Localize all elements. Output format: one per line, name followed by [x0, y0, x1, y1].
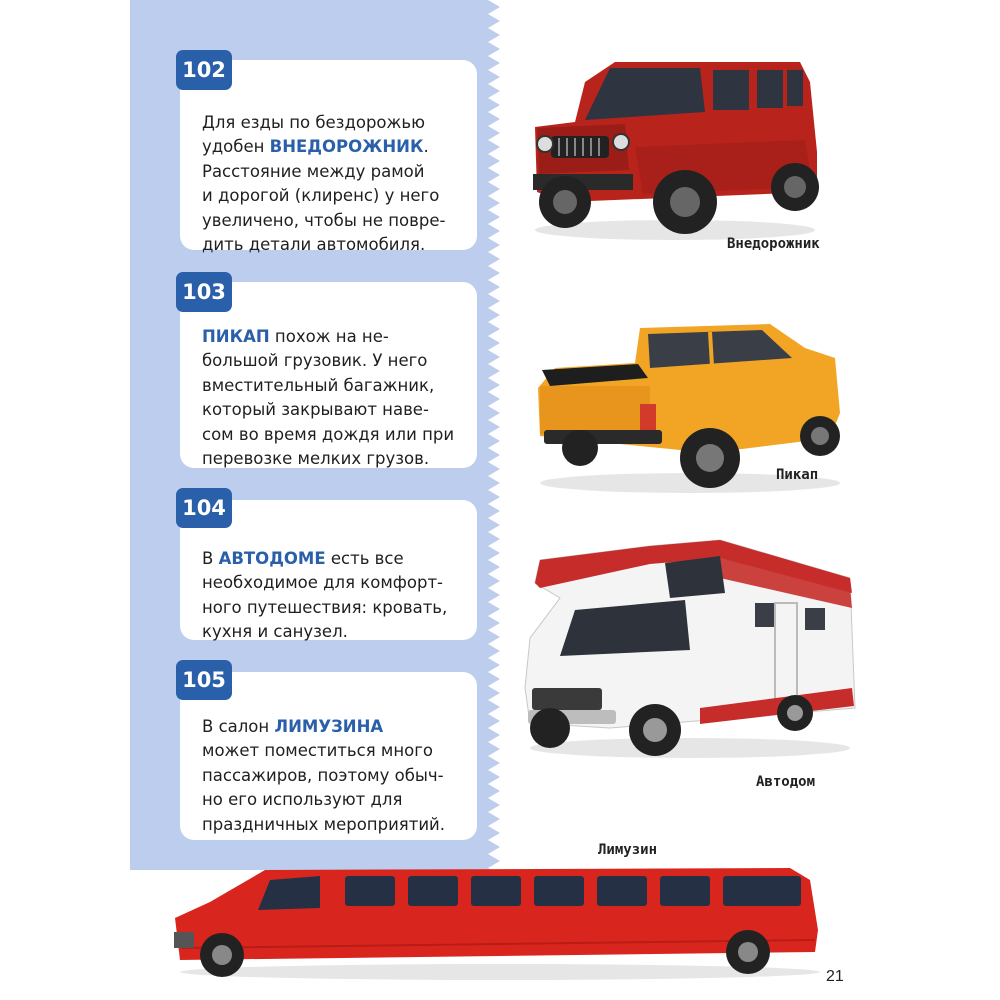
keyword-avtodom: АВТОДОМЕ — [218, 548, 326, 568]
suv-illustration — [525, 52, 825, 247]
keyword-pikap: ПИКАП — [202, 326, 270, 346]
text-after: может поместиться много пассажиров, поэтому обыч- но его используют для праздничных мероприятий. — [202, 741, 446, 834]
card-text-103 — [202, 300, 467, 472]
zigzag-border — [480, 0, 504, 870]
card-text-105 — [202, 690, 467, 837]
keyword-limuzin: ЛИМУЗИНА — [274, 716, 384, 736]
caption-limousine: Лимузин — [598, 842, 658, 858]
text-after: . Расстояние между рамой и дорогой (клиренс) у него увеличено, чтобы не повре- дить детали автомобиля. — [202, 137, 446, 254]
motorhome-illustration — [520, 538, 860, 763]
caption-motorhome: Автодом — [756, 774, 816, 790]
badge-103: 103 — [176, 272, 232, 312]
text-after: есть все необходимое для комфорт- ного путешествия: кровать, кухня и санузел. — [202, 548, 448, 641]
card-text-102 — [202, 86, 467, 258]
badge-102: 102 — [176, 50, 232, 90]
card-text-104 — [202, 522, 467, 645]
text-after: похож на не- большой грузовик. У него вместительный багажник, который закрывают наве- сом во время дождя или при перевозке мелких грузов. — [202, 326, 455, 468]
page-number: 21 — [826, 968, 844, 985]
text-before: В салон — [202, 716, 275, 736]
keyword-vnedorozhnik: ВНЕДОРОЖНИК — [269, 137, 424, 156]
caption-suv: Внедорожник — [727, 236, 820, 252]
caption-pickup: Пикап — [776, 467, 819, 483]
text-before: Для езды по бездорожью удобен — [202, 112, 425, 156]
badge-105: 105 — [176, 660, 232, 700]
text-before: В — [202, 548, 219, 568]
limousine-illustration — [170, 860, 825, 985]
badge-104: 104 — [176, 488, 232, 528]
